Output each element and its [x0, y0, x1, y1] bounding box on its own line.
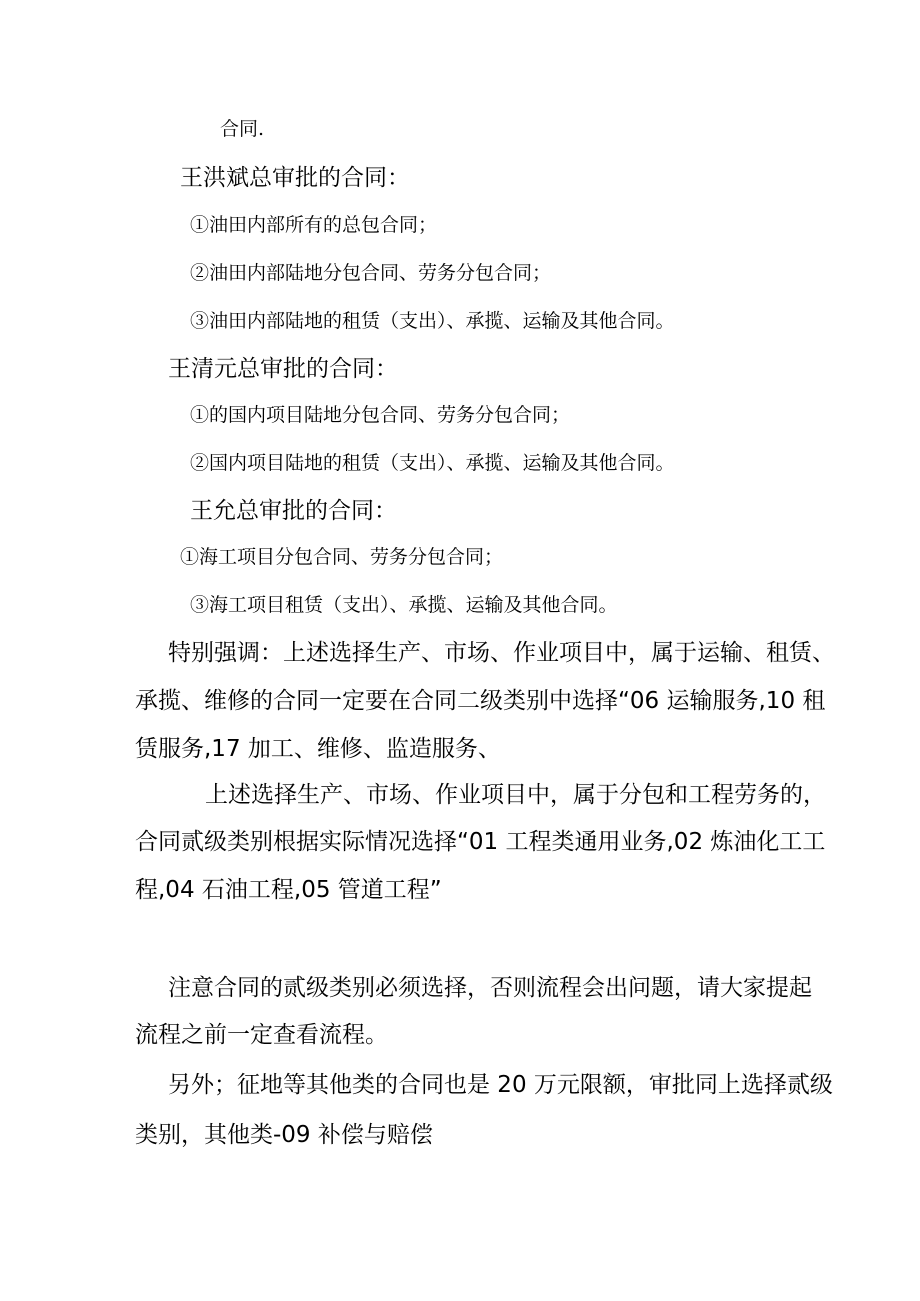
emphasis-paragraph-line-1: 特别强调：上述选择生产、市场、作业项目中，属于运输、租赁、 [168, 640, 835, 666]
text-line-1: 合同. [220, 118, 265, 140]
section-heading-wang-qingyuan: 王清元总审批的合同： [168, 356, 398, 382]
emphasis-paragraph-line-2: 承揽、维修的合同一定要在合同二级类别中选择“06 运输服务,10 租 [135, 688, 826, 714]
text-line-5: ③油田内部陆地的租赁（支出）、承揽、运输及其他合同。 [190, 310, 675, 332]
additional-paragraph-line-2: 类别，其他类-09 补偿与赔偿 [135, 1122, 433, 1148]
text-line-4: ②油田内部陆地分包合同、劳务分包合同； [190, 262, 552, 284]
text-line-11: ③海工项目租赁（支出）、承揽、运输及其他合同。 [190, 594, 618, 616]
text-line-8: ②国内项目陆地的租赁（支出）、承揽、运输及其他合同。 [190, 452, 675, 474]
text-line-10: ①海工项目分包合同、劳务分包合同； [180, 546, 504, 568]
section-heading-wang-hongbin: 王洪斌总审批的合同： [180, 165, 410, 191]
subcontract-paragraph-line-1: 上述选择生产、市场、作业项目中，属于分包和工程劳务的， [205, 782, 826, 808]
subcontract-paragraph-line-3: 程,04 石油工程,05 管道工程” [135, 877, 442, 903]
notice-paragraph-line-1: 注意合同的贰级类别必须选择，否则流程会出问题，请大家提起 [168, 975, 812, 1001]
text-line-3: ①油田内部所有的总包合同； [190, 214, 438, 236]
notice-paragraph-line-2: 流程之前一定查看流程。 [135, 1022, 388, 1048]
section-heading-wang-yun: 王允总审批的合同： [190, 498, 397, 524]
emphasis-paragraph-line-3: 赁服务,17 加工、维修、监造服务、 [135, 736, 501, 762]
text-line-7: ①的国内项目陆地分包合同、劳务分包合同； [190, 404, 571, 426]
subcontract-paragraph-line-2: 合同贰级类别根据实际情况选择“01 工程类通用业务,02 炼油化工工 [135, 829, 826, 855]
additional-paragraph-line-1: 另外；征地等其他类的合同也是 20 万元限额，审批同上选择贰级 [168, 1072, 833, 1098]
